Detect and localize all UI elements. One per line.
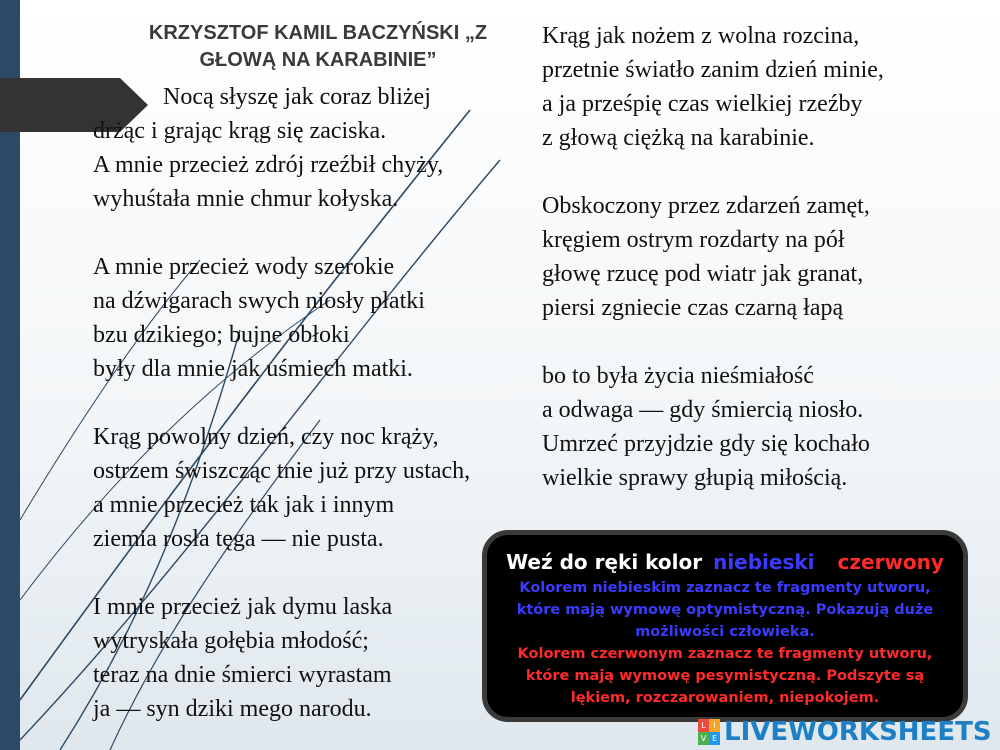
stanza-gap <box>93 386 470 420</box>
poem-line: a mnie przecież tak jak i innym <box>93 492 395 518</box>
stanza-gap <box>93 556 470 590</box>
logo-letter: L <box>698 719 709 732</box>
poem-line: kręgiem ostrym rozdarty na pół <box>542 227 845 253</box>
poem-line: ziemia rosła tęga — nie pusta. <box>93 526 384 552</box>
poem-line: teraz na dnie śmierci wyrastam <box>93 662 392 688</box>
liveworksheets-text: LIVEWORKSHEETS <box>724 717 992 747</box>
poem-line: a ja prześpię czas wielkiej rzeźby <box>542 91 863 117</box>
poem-line: bzu dzikiego; bujne obłoki <box>93 322 350 348</box>
title-line-1: KRZYSZTOF KAMIL BACZYŃSKI „Z <box>148 22 488 44</box>
liveworksheets-logo-icon <box>698 719 720 745</box>
poem-title <box>118 20 518 74</box>
task-box <box>482 530 968 722</box>
poem-line: Krąg jak nożem z wolna rozcina, <box>542 23 860 49</box>
poem-line: głowę rzucę pod wiatr jak granat, <box>542 261 864 287</box>
blue-instruction-line: możliwości człowieka. <box>635 624 815 640</box>
red-instruction-line: Kolorem czerwonym zaznacz te fragmenty utworu, <box>517 646 933 662</box>
poem-line: Krąg powolny dzień, czy noc krąży, <box>93 424 439 450</box>
poem-line: na dźwigarach swych niosły płatki <box>93 288 425 314</box>
stanza-gap <box>93 216 470 250</box>
blue-instruction-line: które mają wymowę optymistyczną. Pokazują duże <box>516 602 934 618</box>
red-instruction-line: które mają wymowę pesymistyczną. Podszyte są <box>525 668 925 684</box>
poem-left-column <box>93 80 470 726</box>
stanza-gap <box>542 325 884 359</box>
poem-line: A mnie przecież wody szerokie <box>93 254 395 280</box>
poem-line: Nocą słyszę jak coraz bliżej <box>163 84 431 110</box>
poem-line: wielkie sprawy głupią miłością. <box>542 465 848 491</box>
title-line-2: GŁOWĄ NA KARABINIE” <box>199 49 437 71</box>
liveworksheets-logo <box>698 715 992 749</box>
poem-line: ostrzem świszcząc tnie już przy ustach, <box>93 458 471 484</box>
logo-letter: I <box>709 719 720 732</box>
poem-line: bo to była życia nieśmiałość <box>542 363 814 389</box>
task-heading <box>487 549 963 575</box>
poem-line: A mnie przecież zdrój rzeźbił chyży, <box>93 152 444 178</box>
poem-line: Umrzeć przyjdzie gdy się kochało <box>542 431 870 457</box>
poem-line: I mnie przecież jak dymu laska <box>93 594 393 620</box>
poem-line: drżąc i grając krąg się zaciska. <box>93 118 387 144</box>
logo-letter: E <box>709 732 720 745</box>
logo-letter: V <box>698 732 709 745</box>
poem-line: z głową ciężką na karabinie. <box>542 125 815 151</box>
poem-line: ja — syn dziki mego narodu. <box>93 696 372 722</box>
poem-line: a odwaga — gdy śmiercią niosło. <box>542 397 864 423</box>
task-heading-text: Weź do ręki kolor <box>506 550 703 574</box>
blue-instruction-line: Kolorem niebieskim zaznacz te fragmenty utworu, <box>519 580 931 596</box>
poem-line: piersi zgniecie czas czarną łapą <box>542 295 844 321</box>
poem-line: wyhuśtała mnie chmur kołyska. <box>93 186 399 212</box>
poem-line: wytryskała gołębia młodość; <box>93 628 369 654</box>
red-instruction-line: lękiem, rozczarowaniem, niepokojem. <box>570 690 880 706</box>
task-instructions <box>487 577 963 709</box>
blue-color-word: niebieski <box>713 550 815 574</box>
poem-line: były dla mnie jak uśmiech matki. <box>93 356 413 382</box>
poem-right-column <box>542 19 884 495</box>
poem-line: Obskoczony przez zdarzeń zamęt, <box>542 193 870 219</box>
poem-line: przetnie światło zanim dzień minie, <box>542 57 884 83</box>
red-color-word: czerwony <box>837 550 944 574</box>
stanza-gap <box>542 155 884 189</box>
